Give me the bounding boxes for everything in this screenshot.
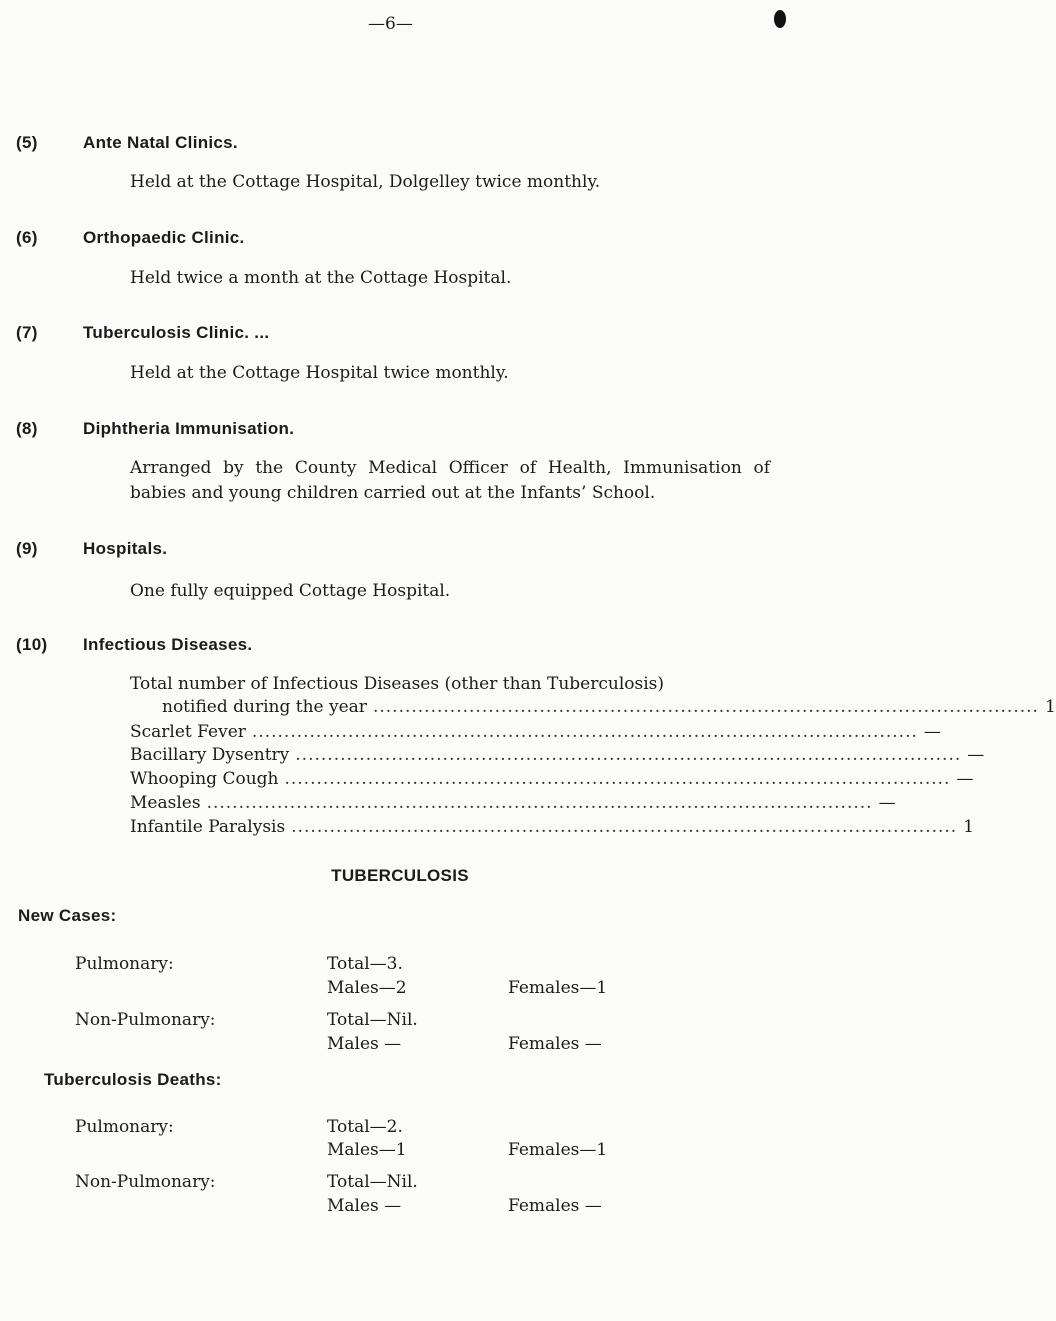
section-text-hospitals: One fully equipped Cottage Hospital. bbox=[130, 581, 451, 601]
dot-leader: ........................................................................................................ bbox=[206, 793, 873, 813]
list-item: Measles ........................................................................................................ — bbox=[130, 793, 896, 813]
death-pulmonary-males: Males—1 bbox=[327, 1140, 407, 1160]
section-text-tuberculosis-clinic: Held at the Cottage Hospital twice monthly. bbox=[130, 363, 509, 383]
list-item: Infantile Paralysis ........................................................................................................ 1 bbox=[130, 817, 975, 837]
new-pulmonary-females: Females—1 bbox=[508, 978, 608, 998]
new-nonpulmonary-total: Total—Nil. bbox=[327, 1010, 418, 1030]
section-heading-orthopaedic: Orthopaedic Clinic. bbox=[83, 228, 245, 247]
ink-blot-mark bbox=[774, 10, 786, 28]
deaths-heading: Tuberculosis Deaths: bbox=[44, 1070, 222, 1089]
list-item: Whooping Cough ........................................................................................................ — bbox=[130, 769, 974, 789]
section-heading-hospitals: Hospitals. bbox=[83, 539, 168, 558]
list-item: Scarlet Fever ........................................................................................................ — bbox=[130, 722, 941, 742]
section-number-7: (7) bbox=[16, 323, 38, 342]
new-pulmonary-males: Males—2 bbox=[327, 978, 407, 998]
new-nonpulmonary-males: Males — bbox=[327, 1034, 402, 1054]
death-pulmonary-label: Pulmonary: bbox=[75, 1117, 174, 1137]
death-nonpulmonary-total: Total—Nil. bbox=[327, 1172, 418, 1192]
dot-leader: ........................................................................................................ bbox=[372, 697, 1039, 717]
section-number-10: (10) bbox=[16, 635, 48, 654]
section-heading-diphtheria: Diphtheria Immunisation. bbox=[83, 419, 295, 438]
new-nonpulmonary-females: Females — bbox=[508, 1034, 602, 1054]
section-text-ante-natal: Held at the Cottage Hospital, Dolgelley twice monthly. bbox=[130, 172, 601, 192]
new-nonpulmonary-label: Non-Pulmonary: bbox=[75, 1010, 216, 1030]
section-number-8: (8) bbox=[16, 419, 38, 438]
section-text-orthopaedic: Held twice a month at the Cottage Hospital. bbox=[130, 268, 512, 288]
death-nonpulmonary-males: Males — bbox=[327, 1196, 402, 1216]
list-item: notified during the year ........................................................................................................ 1 bbox=[162, 697, 1056, 717]
tuberculosis-title: TUBERCULOSIS bbox=[331, 866, 469, 885]
death-pulmonary-females: Females—1 bbox=[508, 1140, 608, 1160]
new-cases-heading: New Cases: bbox=[18, 906, 117, 925]
new-pulmonary-total: Total—3. bbox=[327, 954, 403, 974]
section-text-diphtheria: Arranged by the County Medical Officer of Health, Immunisation of babies and young children carried out at the Infants’ School. bbox=[130, 458, 770, 503]
section-heading-infectious: Infectious Diseases. bbox=[83, 635, 253, 654]
new-pulmonary-label: Pulmonary: bbox=[75, 954, 174, 974]
death-nonpulmonary-label: Non-Pulmonary: bbox=[75, 1172, 216, 1192]
section-heading-ante-natal: Ante Natal Clinics. bbox=[83, 133, 238, 152]
list-item: Bacillary Dysentry ........................................................................................................ — bbox=[130, 745, 985, 765]
section-number-9: (9) bbox=[16, 539, 38, 558]
section-number-6: (6) bbox=[16, 228, 38, 247]
section-text-infectious: Total number of Infectious Diseases (other than Tuberculosis) bbox=[130, 674, 665, 694]
death-nonpulmonary-females: Females — bbox=[508, 1196, 602, 1216]
dot-leader: ........................................................................................................ bbox=[291, 817, 958, 837]
section-number-5: (5) bbox=[16, 133, 38, 152]
dot-leader: ........................................................................................................ bbox=[251, 722, 918, 742]
page-number: —6— bbox=[368, 14, 413, 34]
section-heading-tuberculosis-clinic: Tuberculosis Clinic. ... bbox=[83, 323, 270, 342]
dot-leader: ........................................................................................................ bbox=[284, 769, 951, 789]
death-pulmonary-total: Total—2. bbox=[327, 1117, 403, 1137]
dot-leader: ........................................................................................................ bbox=[295, 745, 962, 765]
